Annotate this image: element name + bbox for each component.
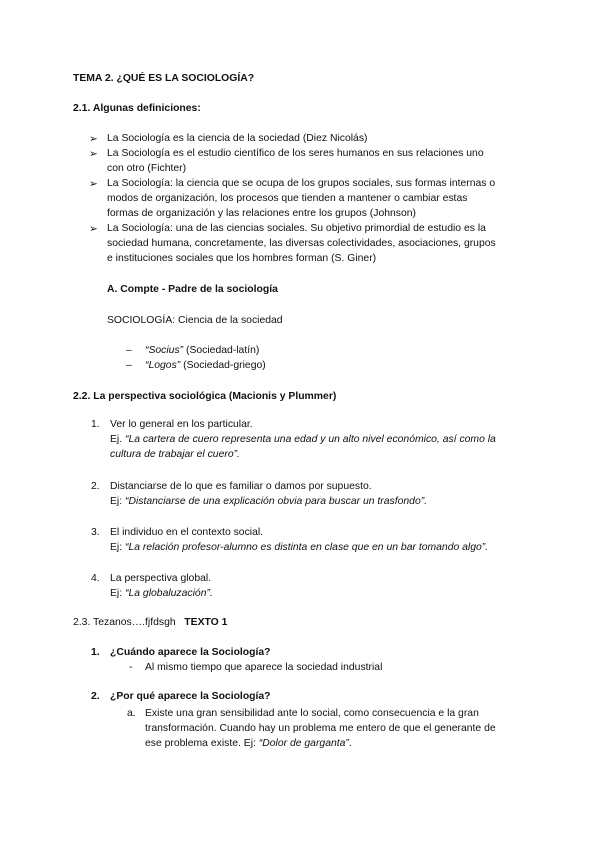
- etymology-socius: “Socius” (Sociedad-latín): [145, 345, 260, 356]
- bullet-icon: ➢: [89, 134, 98, 145]
- letter-marker: a.: [127, 708, 136, 719]
- definition-4: La Sociología: una de las ciencias sociales. Su objetivo primordial de estudio es la sociedad humana, concretamente, las diversas colectividades, asociaciones, grupos e instituciones sociales que los hombres forman (S. Giner): [107, 223, 496, 264]
- dash-marker: –: [126, 345, 132, 356]
- section-heading-2-3: 2.3. Tezanos….fjfdsgh TEXTO 1: [73, 617, 228, 628]
- dash-marker: -: [129, 662, 133, 673]
- section-heading-2-2: 2.2. La perspectiva sociológica (Macionis y Plummer): [73, 391, 337, 402]
- compte-heading: A. Compte - Padre de la sociología: [107, 284, 278, 295]
- definition-2: La Sociología es el estudio científico de los seres humanos en sus relaciones uno con otro (Fichter): [107, 148, 484, 174]
- item-number: 3.: [91, 527, 100, 538]
- definition-1: La Sociología es la ciencia de la sociedad (Diez Nicolás): [107, 133, 368, 144]
- definition-3: La Sociología: la ciencia que se ocupa de los grupos sociales, sus formas internas o modos de organización, los procesos que tienden a mantener o cambiar estas formas de organización y las relaciones entre los grupos (Johnson): [107, 178, 496, 219]
- answer-2: Existe una gran sensibilidad ante lo social, como consecuencia e la gran transformación. Cuando hay un problema me entero de que el generante de ese problema existe. Ej: “Dolor de garganta”.: [145, 708, 496, 749]
- sociologia-definition: SOCIOLOGÍA: Ciencia de la sociedad: [107, 315, 283, 326]
- bullet-icon: ➢: [89, 179, 98, 190]
- bullet-icon: ➢: [89, 224, 98, 235]
- perspective-item-3: El individuo en el contexto social. Ej: “La relación profesor-alumno es distinta en clase que en un bar tomando algo”.: [110, 527, 489, 553]
- perspective-item-1: Ver lo general en los particular. Ej. “La cartera de cuero representa una edad y un alto nivel económico, así como la cultura de trabajar el cuero”.: [110, 419, 496, 460]
- etymology-logos: “Logos” (Sociedad-griego): [145, 360, 266, 371]
- answer-1: Al mismo tiempo que aparece la sociedad industrial: [145, 662, 383, 673]
- item-number: 2.: [91, 691, 100, 702]
- dash-marker: –: [126, 360, 132, 371]
- perspective-item-4: La perspectiva global. Ej: “La globaluzación”.: [110, 573, 213, 599]
- item-number: 1.: [91, 419, 100, 430]
- item-number: 4.: [91, 573, 100, 584]
- question-2: ¿Por qué aparece la Sociología?: [110, 691, 271, 702]
- item-number: 1.: [91, 647, 100, 658]
- perspective-item-2: Distanciarse de lo que es familiar o damos por supuesto. Ej: “Distanciarse de una explicación obvia para buscar un trasfondo”.: [110, 481, 428, 507]
- section-heading-2-1: 2.1. Algunas definiciones:: [73, 103, 201, 114]
- bullet-icon: ➢: [89, 149, 98, 160]
- question-1: ¿Cuándo aparece la Sociología?: [110, 647, 271, 658]
- document-title: TEMA 2. ¿QUÉ ES LA SOCIOLOGÍA?: [73, 73, 255, 84]
- item-number: 2.: [91, 481, 100, 492]
